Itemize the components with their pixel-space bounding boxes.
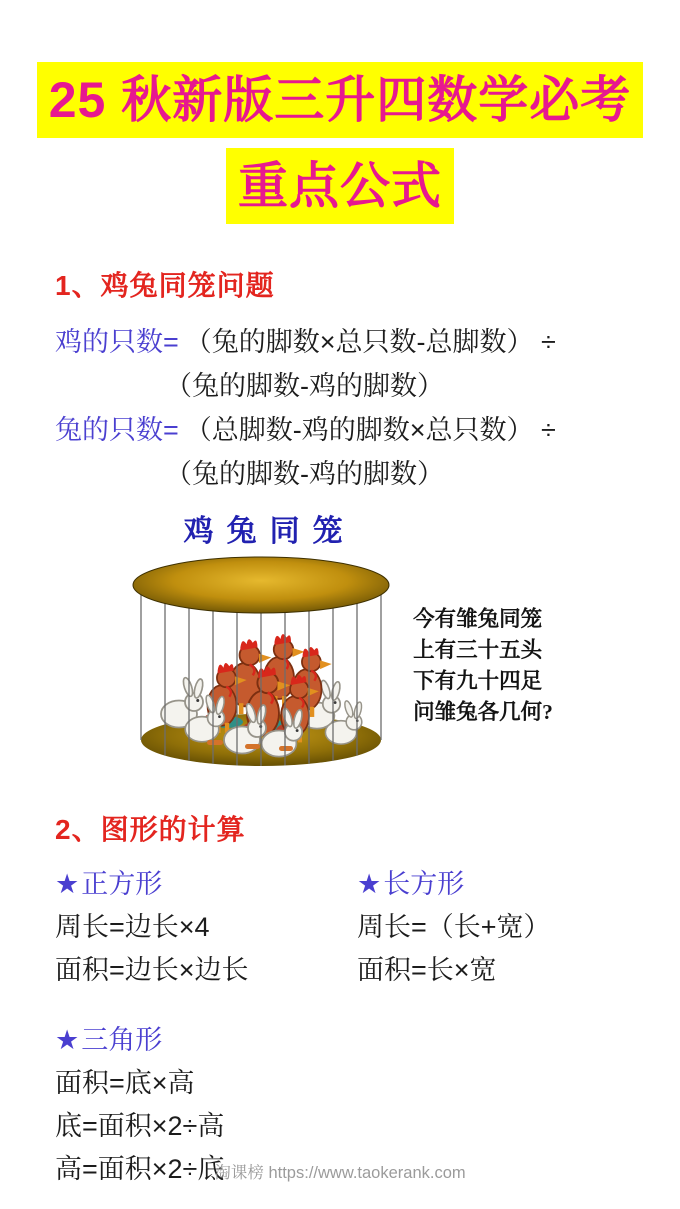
section1-heading: 1、鸡兔同笼问题 — [55, 270, 275, 301]
rectangle-title-label: 长方形 — [383, 869, 465, 899]
triangle-area-formula: 面积=底×高 — [55, 1068, 195, 1098]
classic-problem-poem — [413, 604, 553, 772]
rectangle-perimeter-formula: 周长=（长+宽） — [357, 912, 551, 942]
formula-row — [55, 320, 680, 364]
square-block — [55, 862, 357, 992]
triangle-base-formula: 底=面积×2÷高 — [55, 1111, 225, 1141]
formula-row — [55, 408, 680, 452]
formula-expression: （总脚数-鸡的脚数×总只数） ÷ — [184, 415, 556, 445]
star-icon: ★ — [55, 869, 80, 899]
rectangle-block — [357, 862, 659, 992]
chicken-rabbit-formulas — [0, 320, 680, 496]
title-line-1: 25 秋新版三升四数学必考 — [37, 62, 644, 138]
formula-label-rabbits: 兔的只数= — [55, 415, 179, 445]
square-perimeter-formula: 周长=边长×4 — [55, 912, 210, 942]
square-area-formula: 面积=边长×边长 — [55, 955, 249, 985]
poem-line: 下有九十四足 — [413, 669, 543, 693]
formula-label-chickens: 鸡的只数= — [55, 327, 179, 357]
section2-heading: 2、图形的计算 — [55, 814, 246, 845]
square-title-label: 正方形 — [81, 869, 163, 899]
rectangle-title — [357, 862, 659, 906]
formula-continuation: （兔的脚数-鸡的脚数） — [165, 459, 444, 489]
square-title — [55, 862, 357, 906]
site-watermark: 淘课榜 https://www.taokerank.com — [214, 1164, 466, 1182]
poem-line: 今有雏兔同笼 — [413, 607, 543, 631]
cage-figure — [0, 512, 680, 772]
triangle-height-formula: 高=面积×2÷底 — [55, 1154, 225, 1184]
title-block — [0, 0, 680, 224]
triangle-title — [55, 1018, 680, 1062]
formula-expression: （兔的脚数×总只数-总脚数） ÷ — [184, 327, 556, 357]
poem-line: 问雏兔各几何? — [413, 700, 553, 724]
figure-caption: 鸡兔同笼 — [183, 515, 356, 548]
formula-continuation: （兔的脚数-鸡的脚数） — [165, 371, 444, 401]
star-icon: ★ — [55, 1025, 80, 1055]
triangle-title-label: 三角形 — [81, 1025, 163, 1055]
rectangle-area-formula: 面积=长×宽 — [357, 955, 497, 985]
cage-image — [127, 554, 399, 772]
star-icon: ★ — [357, 869, 382, 899]
cage-illustration — [127, 512, 399, 772]
shape-columns — [0, 862, 680, 992]
title-line-2: 重点公式 — [226, 148, 454, 224]
poem-line: 上有三十五头 — [413, 638, 543, 662]
